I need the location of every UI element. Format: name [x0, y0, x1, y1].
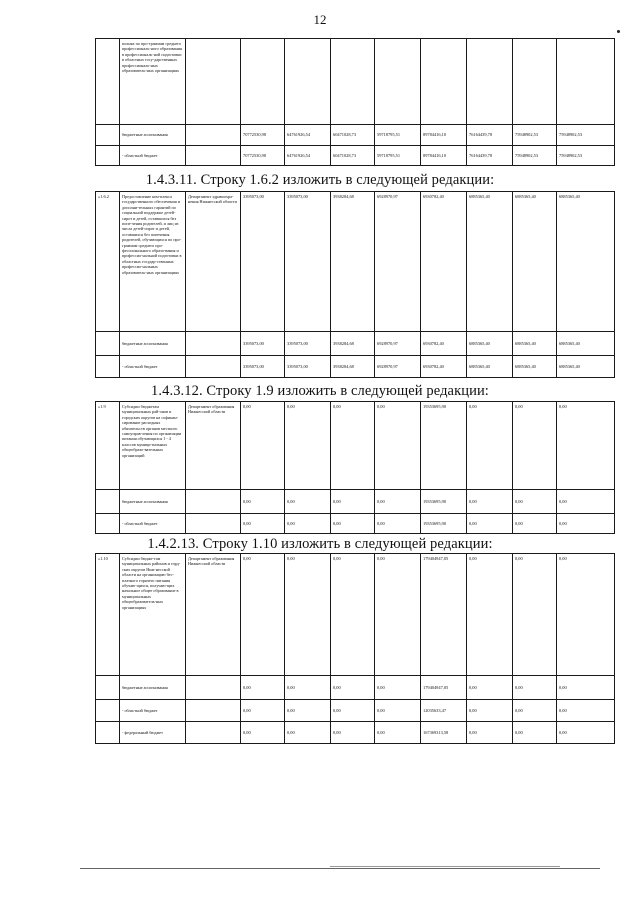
value-cell: 19353695,90 — [421, 514, 467, 534]
value-cell: 0,00 — [331, 722, 375, 744]
value-cell: 0,00 — [241, 402, 285, 490]
value-cell: 0,00 — [375, 490, 421, 514]
value-cell: 0,00 — [331, 402, 375, 490]
value-cell: 0,00 — [557, 402, 615, 490]
value-cell: 6885365,40 — [513, 192, 557, 332]
value-cell: 19353695,90 — [421, 402, 467, 490]
value-cell: 0,00 — [241, 554, 285, 676]
value-cell: 0,00 — [375, 722, 421, 744]
row-responsible — [186, 39, 241, 125]
table-row — [96, 700, 615, 722]
value-cell: 0,00 — [375, 514, 421, 534]
table-row — [96, 490, 615, 514]
table-row — [96, 125, 615, 146]
value-cell: 0,00 — [241, 700, 285, 722]
table-row — [96, 554, 615, 676]
value-cell: 3395073,00 — [285, 192, 331, 332]
value-cell: 0,00 — [513, 402, 557, 490]
budget-label: бюджетные ассигнования — [120, 676, 186, 700]
value-cell: 6928970,97 — [375, 356, 421, 378]
value-cell: 0,00 — [557, 554, 615, 676]
value-cell: 0,00 — [557, 514, 615, 534]
value-cell: 0,00 — [331, 490, 375, 514]
row-label: полнях по про-граммам среднего профессиональ-ного образования в профессиональ-ной подготовки в областных госу-дарственных профессиональ-ных образователь-ных организациях — [120, 39, 186, 125]
row-code: «1.9 — [96, 402, 120, 490]
value-cell: 70772530,98 — [241, 146, 285, 166]
section-heading: 1.4.2.13. Строку 1.10 изложить в следующей редакции: — [147, 536, 493, 552]
value-cell: 179404947,05 — [421, 676, 467, 700]
federal-label: - федеральный бюджет — [120, 722, 186, 744]
value-cell: 6885365,40 — [557, 332, 615, 356]
row-label: Предоставление ком-плекса государственного обеспечения и дополни-тельных гарантий по социальной поддержке детей-сирот и детей, оставшихся без попе-чения родителей, и лиц из числа детей-сирот и детей, оставшихся без попечения родителей, обучающихся по про-граммам среднего про-фессионального образо-вания и профессио-нальной подготовки в областных государ-ственных профессио-нальных образователь-ных организациях — [120, 192, 186, 332]
row-code: «1.6.2 — [96, 192, 120, 332]
section-heading: 1.4.3.11. Строку 1.6.2 изложить в следующей редакции: — [145, 172, 495, 188]
value-cell: 0,00 — [513, 490, 557, 514]
value-cell: 0,00 — [375, 700, 421, 722]
value-cell: 75948902,53 — [513, 125, 557, 146]
value-cell: 0,00 — [331, 514, 375, 534]
value-cell: 0,00 — [285, 676, 331, 700]
scan-mark — [617, 30, 620, 33]
value-cell: 0,00 — [467, 490, 513, 514]
budget-label: бюджетные ассигнования — [120, 332, 186, 356]
value-cell: 0,00 — [467, 402, 513, 490]
regional-label: - областной бюджет — [120, 356, 186, 378]
value-cell: 0,00 — [331, 676, 375, 700]
value-cell: 0,00 — [513, 554, 557, 676]
value-cell: 75948902,53 — [557, 125, 615, 146]
table-row — [96, 722, 615, 744]
value-cell: 6885365,40 — [557, 356, 615, 378]
value-cell: 3395073,00 — [285, 356, 331, 378]
value-cell: 60471028,73 — [331, 125, 375, 146]
value-cell: 6928970,97 — [375, 332, 421, 356]
value-cell: 6930782,40 — [421, 332, 467, 356]
value-cell: 59718795,51 — [375, 125, 421, 146]
value-cell: 60471028,73 — [331, 146, 375, 166]
value-cell: 3395073,00 — [241, 332, 285, 356]
value-cell: 0,00 — [331, 700, 375, 722]
value-cell: 6930782,40 — [421, 192, 467, 332]
row-responsible: Департамент образования Нижнесской области — [186, 402, 241, 490]
value-cell: 0,00 — [241, 490, 285, 514]
value-cell: 6885365,40 — [513, 332, 557, 356]
value-cell: 0,00 — [331, 554, 375, 676]
value-cell: 3395073,00 — [241, 356, 285, 378]
value-cell: 0,00 — [375, 676, 421, 700]
regional-label: - областной бюджет — [120, 514, 186, 534]
table-row — [96, 402, 615, 490]
value-cell: 76164439,78 — [467, 125, 513, 146]
value-cell: 0,00 — [467, 676, 513, 700]
page-number: 12 — [313, 12, 327, 27]
row-responsible: Департамент здравоохра-нения Нижнесской области — [186, 192, 241, 332]
value-cell: 0,00 — [375, 402, 421, 490]
budget-label: бюджетные ассигнования — [120, 490, 186, 514]
value-cell: 0,00 — [285, 490, 331, 514]
value-cell: 75948902,53 — [557, 146, 615, 166]
value-cell: 6885365,40 — [557, 192, 615, 332]
value-cell: 179404947,05 — [421, 554, 467, 676]
table-row-1-6-2 — [95, 191, 615, 378]
value-cell: 6885365,40 — [467, 332, 513, 356]
budget-label: бюджетные ассигнования — [120, 125, 186, 146]
value-cell: 3395073,00 — [285, 332, 331, 356]
table-row — [96, 356, 615, 378]
value-cell: 0,00 — [513, 514, 557, 534]
value-cell: 6930782,40 — [421, 356, 467, 378]
value-cell: 0,00 — [467, 514, 513, 534]
value-cell: 0,00 — [557, 700, 615, 722]
table-row — [96, 514, 615, 534]
value-cell: 0,00 — [285, 402, 331, 490]
value-cell: 3938284,68 — [331, 356, 375, 378]
value-cell: 70772530,98 — [241, 125, 285, 146]
value-cell: 76164439,78 — [467, 146, 513, 166]
regional-label: - областной бюджет — [120, 146, 186, 166]
table-row-1-9 — [95, 401, 615, 534]
table-row — [96, 146, 615, 166]
value-cell: 89784416,10 — [421, 125, 467, 146]
table-row — [96, 192, 615, 332]
value-cell: 59718795,51 — [375, 146, 421, 166]
value-cell: 0,00 — [557, 490, 615, 514]
value-cell: 0,00 — [285, 700, 331, 722]
value-cell: 0,00 — [557, 676, 615, 700]
value-cell: 0,00 — [375, 554, 421, 676]
row-responsible: Департамент образования Нижнесской области — [186, 554, 241, 676]
value-cell: 0,00 — [467, 722, 513, 744]
value-cell: 12035633,47 — [421, 700, 467, 722]
value-cell: 19353695,90 — [421, 490, 467, 514]
value-cell: 6885365,40 — [467, 192, 513, 332]
value-cell: 6885365,40 — [513, 356, 557, 378]
row-label: Субсидии бюдже-там муниципальных районов и горд-ских округов Ниж-несской области на организацию бес-платного горячего питания обучаю-щихся, получаю-щих начальное общее образование в муниципальных общеобразователь-ных организациях — [120, 554, 186, 676]
value-cell: 0,00 — [285, 722, 331, 744]
value-cell: 0,00 — [467, 554, 513, 676]
table-row — [96, 332, 615, 356]
row-code — [96, 39, 120, 125]
row-label: Субсидии бюджетам муниципальных рай-онов и городских округов на софинан-сирование расходных обязательств органов местного самоуправ-ления по организации питания обучающихся 1 - 4 классов муници-пальных общеобразо-вательных организаций — [120, 402, 186, 490]
value-cell: 75948902,53 — [513, 146, 557, 166]
value-cell: 64761926,54 — [285, 125, 331, 146]
value-cell: 3938284,68 — [331, 192, 375, 332]
value-cell: 0,00 — [285, 554, 331, 676]
value-cell: 0,00 — [285, 514, 331, 534]
scan-artifact-line — [330, 866, 560, 867]
value-cell: 64761926,54 — [285, 146, 331, 166]
value-cell: 0,00 — [241, 722, 285, 744]
table-row — [96, 39, 615, 125]
scan-artifact-line — [80, 868, 600, 869]
value-cell: 0,00 — [467, 700, 513, 722]
value-cell: 3395073,00 — [241, 192, 285, 332]
value-cell: 0,00 — [557, 722, 615, 744]
value-cell: 0,00 — [241, 676, 285, 700]
table-row — [96, 676, 615, 700]
value-cell: 0,00 — [513, 700, 557, 722]
value-cell: 0,00 — [513, 722, 557, 744]
value-cell: 6885365,40 — [467, 356, 513, 378]
regional-label: - областной бюджет — [120, 700, 186, 722]
value-cell: 0,00 — [513, 676, 557, 700]
row-code: «1.10 — [96, 554, 120, 676]
table-continuation — [95, 38, 615, 166]
value-cell: 0,00 — [241, 514, 285, 534]
section-heading: 1.4.3.12. Строку 1.9 изложить в следующей редакции: — [151, 383, 489, 399]
value-cell: 6928970,97 — [375, 192, 421, 332]
value-cell: 167369313,58 — [421, 722, 467, 744]
value-cell: 89784416,10 — [421, 146, 467, 166]
table-row-1-10 — [95, 553, 615, 744]
value-cell: 3938284,68 — [331, 332, 375, 356]
